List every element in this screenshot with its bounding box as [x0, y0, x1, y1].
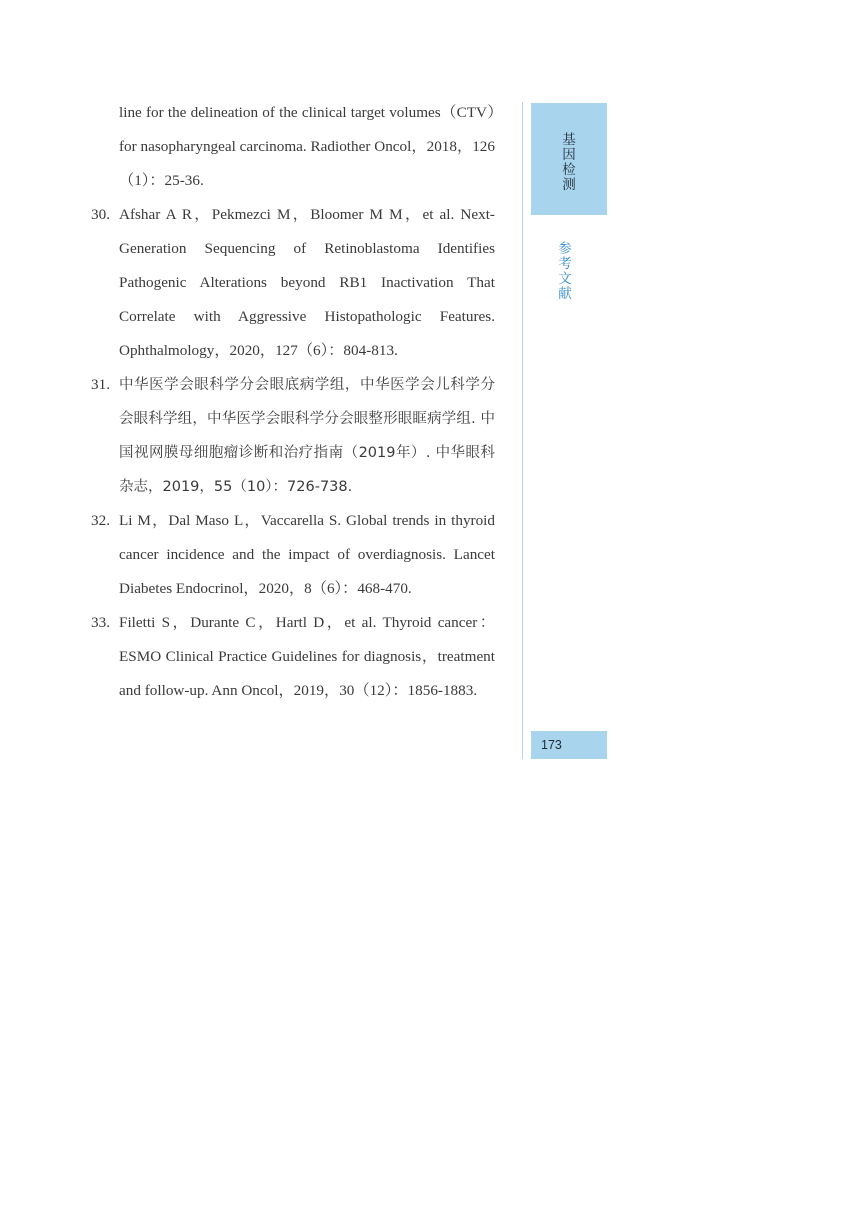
- reference-item-32: [91, 504, 495, 606]
- reference-text: Filetti S，Durante C，Hartl D，et al. Thyroid cancer：ESMO Clinical Practice Guidelines for diagnosis，treatment and follow-up. Ann Oncol，2019，30（12）：1856-1883.: [119, 614, 495, 699]
- margin-divider: [522, 102, 523, 759]
- reference-item-31: [91, 368, 495, 504]
- chapter-tab: [531, 103, 607, 215]
- reference-number: 32.: [91, 512, 110, 529]
- page-number: 173: [541, 738, 562, 752]
- reference-number: 31.: [91, 376, 110, 393]
- page-number-tab: [531, 731, 607, 759]
- reference-list: [91, 96, 495, 708]
- reference-continuation: [91, 96, 495, 198]
- reference-number: 33.: [91, 614, 110, 631]
- reference-number: 30.: [91, 206, 110, 223]
- reference-continuation-text: line for the delineation of the clinical target volumes（CTV）for nasopharyngeal carcinoma. Radiother Oncol，2018，126（1）：25-36.: [119, 104, 495, 189]
- chapter-tab-label: 基因检测: [562, 132, 576, 193]
- reference-text: Li M，Dal Maso L，Vaccarella S. Global trends in thyroid cancer incidence and the impact of overdiagnosis. Lancet Diabetes Endocrinol，2020，8（6）：468-470.: [119, 512, 495, 597]
- reference-text: Afshar A R，Pekmezci M，Bloomer M M，et al. Next-Generation Sequencing of Retinoblastoma Identifies Pathogenic Alterations beyond RB1 Inactivation That Correlate with Aggressive Histopathologic Features. Ophthalmology，2020，127（6）：804-813.: [119, 206, 495, 359]
- section-tab-label: 参考文献: [558, 241, 572, 302]
- reference-text: 中华医学会眼科学分会眼底病学组，中华医学会儿科学分会眼科学组，中华医学会眼科学分会眼整形眼眶病学组. 中国视网膜母细胞瘤诊断和治疗指南（2019年）. 中华眼科杂志，2019，55（10）：726-738.: [119, 377, 495, 495]
- reference-item-30: [91, 198, 495, 368]
- reference-item-33: [91, 606, 495, 708]
